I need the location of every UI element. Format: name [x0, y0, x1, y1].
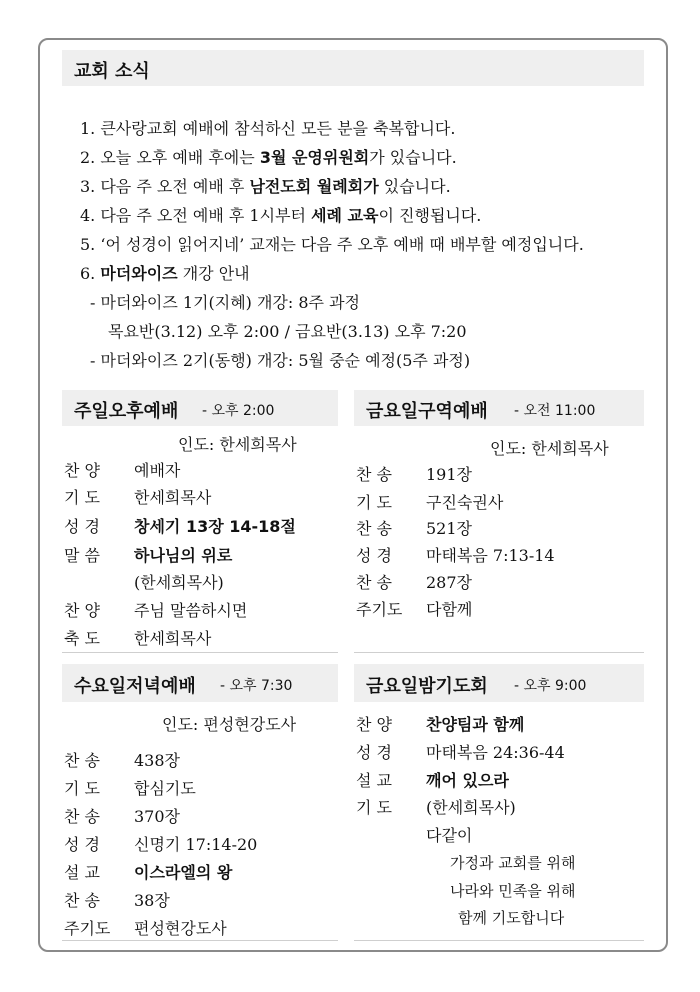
news-sub-item: - 마더와이즈 2기(동행) 개강: 5월 중순 예정(5주 과정) [90, 351, 471, 370]
order-value: 이스라엘의 왕 [134, 863, 233, 882]
section-divider [354, 940, 644, 941]
order-value: 마태복음 24:36-44 [426, 743, 565, 762]
news-item-text: 2. 오늘 오후 예배 후에는 [80, 148, 260, 167]
news-item-text: 있습니다. [378, 177, 451, 196]
news-item-bold: 세례 교육 [311, 206, 379, 225]
news-item-text: 가 있습니다. [369, 148, 457, 167]
order-label: 성 경 [64, 517, 100, 536]
order-label: 기 도 [356, 493, 392, 512]
order-value: 주님 말씀하시면 [134, 601, 248, 620]
section-divider [354, 652, 644, 653]
prayer-topic: 함께 기도합니다 [458, 909, 565, 927]
news-sub-item: - 마더와이즈 1기(지혜) 개강: 8주 과정 [90, 293, 360, 312]
news-item-text: 5. ‘어 성경이 읽어지네’ 교재는 다음 주 오후 예배 때 배부할 예정입니다. [80, 235, 584, 254]
order-label: 성 경 [64, 835, 100, 854]
news-item-text: 이 진행됩니다. [378, 206, 482, 225]
order-value: 다함께 [426, 600, 473, 619]
order-label: 찬 송 [64, 891, 100, 910]
news-item-text: 6. [80, 264, 101, 283]
order-label: 찬 송 [64, 751, 100, 770]
order-value: 38장 [134, 891, 170, 910]
wednesday-header [62, 664, 338, 702]
order-label: 찬 송 [356, 519, 392, 538]
news-item-bold: 남전도회 월례회가 [249, 177, 379, 196]
friday-pm-title: 금요일밤기도회 [366, 676, 488, 697]
order-label: 축 도 [64, 629, 100, 648]
order-label: 찬 송 [64, 807, 100, 826]
order-value: 438장 [134, 751, 180, 770]
section-divider [62, 652, 338, 653]
order-value: (한세희목사) [134, 573, 224, 592]
order-value: 마태복음 7:13-14 [426, 546, 555, 565]
news-item-text: 개강 안내 [177, 264, 250, 283]
order-value: 하나님의 위로 [134, 546, 233, 565]
news-item [80, 259, 584, 288]
order-label: 주기도 [356, 600, 403, 619]
order-label: 찬 양 [64, 461, 100, 480]
order-label: 기 도 [64, 488, 100, 507]
wednesday-time: - 오후 7:30 [220, 678, 293, 694]
order-label: 찬 양 [64, 601, 100, 620]
order-label: 설 교 [64, 863, 100, 882]
order-value: 한세희목사 [134, 488, 212, 507]
order-value: 합심기도 [134, 779, 196, 798]
friday-pm-time: - 오후 9:00 [514, 678, 587, 694]
news-item [80, 114, 584, 143]
order-value: (한세희목사) [426, 798, 516, 817]
order-value: 창세기 13장 14-18절 [134, 517, 296, 536]
order-label: 성 경 [356, 743, 392, 762]
news-item-text: 3. 다음 주 오전 예배 후 [80, 177, 250, 196]
wednesday-title: 수요일저녁예배 [74, 676, 196, 697]
news-header [62, 50, 644, 86]
order-label: 찬 송 [356, 573, 392, 592]
sunday-title: 주일오후예배 [74, 401, 179, 422]
sunday-header [62, 390, 338, 426]
order-value: 287장 [426, 573, 472, 592]
order-label: 기 도 [356, 798, 392, 817]
order-value: 한세희목사 [134, 629, 212, 648]
order-value: 찬양팀과 함께 [426, 715, 525, 734]
news-list [80, 114, 584, 375]
news-item [80, 172, 584, 201]
news-title: 교회 소식 [74, 61, 150, 82]
order-value: 편성현강도사 [134, 919, 227, 938]
order-value: 구진숙권사 [426, 493, 504, 512]
wednesday-leader: 인도: 편성현강도사 [162, 715, 297, 734]
order-label: 성 경 [356, 546, 392, 565]
order-value: 신명기 17:14-20 [134, 835, 258, 854]
order-label: 설 교 [356, 771, 392, 790]
news-item-text: 1. 큰사랑교회 예배에 참석하신 모든 분을 축복합니다. [80, 119, 456, 138]
order-value: 깨어 있으라 [426, 771, 509, 790]
news-sub-item: 목요반(3.12) 오후 2:00 / 금요반(3.13) 오후 7:20 [108, 322, 467, 341]
news-item-bold: 3월 운영위원회 [259, 148, 370, 167]
order-label: 말 씀 [64, 546, 100, 565]
sunday-leader: 인도: 한세희목사 [178, 435, 297, 454]
order-value: 예배자 [134, 461, 181, 480]
news-item-bold: 마더와이즈 [100, 264, 178, 283]
friday-am-leader: 인도: 한세희목사 [490, 439, 609, 458]
friday-am-header [354, 390, 644, 426]
order-label: 찬 송 [356, 465, 392, 484]
news-item [80, 230, 584, 259]
order-label: 찬 양 [356, 715, 392, 734]
section-divider [62, 940, 338, 941]
order-label: 주기도 [64, 919, 111, 938]
order-value: 191장 [426, 465, 472, 484]
prayer-topic: 가정과 교회를 위해 [450, 854, 576, 872]
prayer-topic: 나라와 민족을 위해 [450, 882, 576, 900]
sunday-time: - 오후 2:00 [202, 403, 275, 419]
order-value: 다같이 [426, 826, 473, 845]
order-value: 370장 [134, 807, 180, 826]
friday-am-title: 금요일구역예배 [366, 401, 488, 422]
friday-am-time: - 오전 11:00 [514, 403, 596, 419]
friday-pm-header [354, 664, 644, 702]
order-label: 기 도 [64, 779, 100, 798]
order-value: 521장 [426, 519, 472, 538]
news-item [80, 143, 584, 172]
news-item-text: 4. 다음 주 오전 예배 후 1시부터 [80, 206, 312, 225]
news-item [80, 201, 584, 230]
